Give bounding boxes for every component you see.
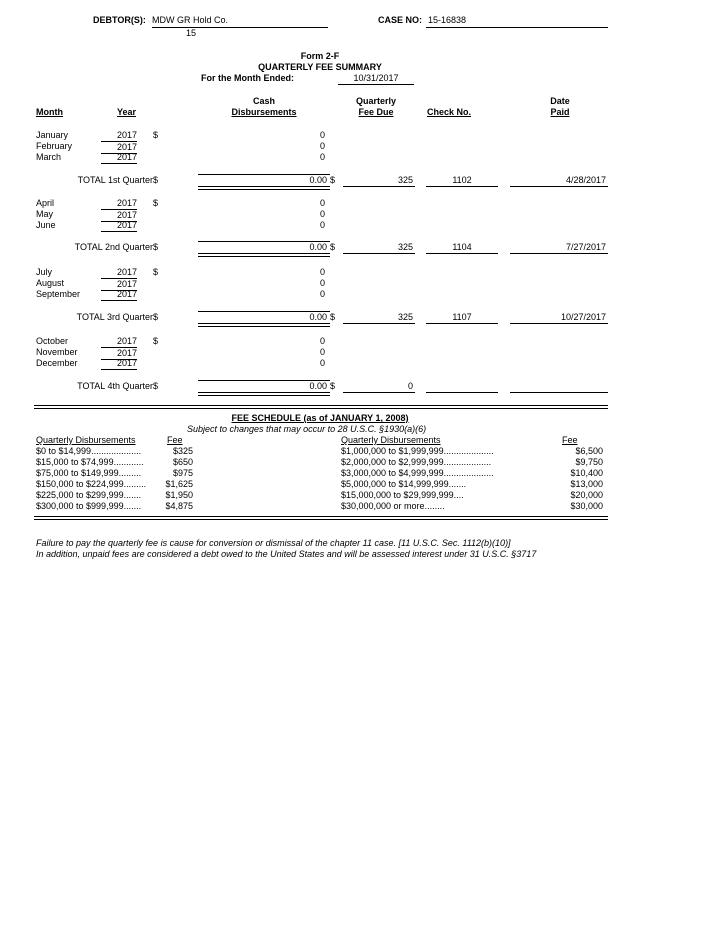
debtor-name: MDW GR Hold Co. bbox=[152, 15, 229, 25]
range-text: $300,000 to $999,999 bbox=[36, 501, 124, 511]
fee-row-range bbox=[341, 446, 494, 457]
range-text: $0 to $14,999 bbox=[36, 446, 92, 456]
currency-sign: $ bbox=[330, 381, 336, 391]
debtor-underline bbox=[152, 27, 328, 28]
range-text: $2,000,000 to $2,999,999 bbox=[341, 457, 444, 467]
month-name: January bbox=[36, 130, 69, 140]
cash-amount: 0 bbox=[319, 278, 325, 288]
fee-row-range bbox=[341, 501, 445, 512]
quarter-total-label: TOTAL 3rd Quarter bbox=[76, 312, 153, 322]
col-date-2: Paid bbox=[550, 107, 570, 117]
date-paid: 7/27/2017 bbox=[565, 242, 606, 252]
leader-dots: ................... bbox=[443, 457, 492, 467]
check-number: 1102 bbox=[452, 175, 472, 185]
currency-sign: $ bbox=[153, 381, 159, 391]
col-cash-2: Disbursements bbox=[231, 107, 297, 117]
leader-dots: ....... bbox=[123, 490, 142, 500]
range-text: $1,000,000 to $1,999,999 bbox=[341, 446, 444, 456]
fee-row-range bbox=[341, 479, 466, 490]
case-underline bbox=[426, 27, 608, 28]
leader-dots: .................... bbox=[91, 446, 142, 456]
col-cash-1: Cash bbox=[252, 96, 275, 106]
month-year: 2017 bbox=[101, 347, 137, 360]
total-double-underline bbox=[198, 323, 330, 327]
month-year: 2017 bbox=[116, 198, 137, 208]
currency-sign: $ bbox=[153, 130, 159, 140]
right-disb-header: Quarterly Disbursements bbox=[341, 435, 441, 445]
fee-row-range bbox=[36, 446, 141, 457]
fee-row-amount: $30,000 bbox=[570, 501, 603, 511]
check-underline bbox=[426, 323, 498, 324]
month-name: June bbox=[36, 220, 56, 230]
cash-amount: 0 bbox=[319, 347, 325, 357]
fee-row-range bbox=[36, 468, 141, 479]
case-label: CASE NO: bbox=[378, 15, 423, 25]
date-paid: 4/28/2017 bbox=[565, 175, 606, 185]
date-underline bbox=[510, 323, 608, 324]
month-year: 2017 bbox=[101, 358, 137, 370]
month-year: 2017 bbox=[116, 130, 137, 140]
fee-row-amount: $6,500 bbox=[575, 446, 603, 456]
month-year: 2017 bbox=[101, 278, 137, 291]
range-text: $150,000 to $224,999 bbox=[36, 479, 124, 489]
fee-schedule-title: FEE SCHEDULE (as of JANUARY 1, 2008) bbox=[231, 413, 409, 423]
fee-schedule-top-rule bbox=[34, 405, 608, 409]
month-year: 2017 bbox=[116, 336, 137, 346]
month-name: July bbox=[36, 267, 53, 277]
right-fee-header: Fee bbox=[562, 435, 578, 445]
leader-dots: ....... bbox=[448, 479, 467, 489]
fee-due: 0 bbox=[407, 381, 413, 391]
month-name: May bbox=[36, 209, 54, 219]
total-double-underline bbox=[198, 392, 330, 396]
check-underline bbox=[426, 186, 498, 187]
cash-amount: 0 bbox=[319, 198, 325, 208]
fee-row-range bbox=[341, 468, 494, 479]
leader-dots: .... bbox=[453, 490, 464, 500]
col-fee-2: Fee Due bbox=[358, 107, 394, 117]
fee-row-range bbox=[36, 457, 144, 468]
month-name: November bbox=[36, 347, 78, 357]
currency-sign: $ bbox=[330, 175, 336, 185]
leader-dots: ....... bbox=[123, 501, 142, 511]
check-underline bbox=[426, 253, 498, 254]
month-name: December bbox=[36, 358, 78, 368]
leader-dots: ............ bbox=[113, 457, 144, 467]
fee-row-amount: $325 bbox=[172, 446, 193, 456]
range-text: $5,000,000 to $14,999,999 bbox=[341, 479, 449, 489]
range-text: $15,000,000 to $29,999,999 bbox=[341, 490, 454, 500]
fee-row-range bbox=[341, 490, 464, 501]
currency-sign: $ bbox=[330, 312, 336, 322]
cash-amount: 0 bbox=[319, 209, 325, 219]
month-ended-label: For the Month Ended: bbox=[201, 73, 294, 83]
fee-row-range bbox=[36, 501, 141, 512]
currency-sign: $ bbox=[153, 242, 159, 252]
range-text: $30,000,000 or more bbox=[341, 501, 425, 511]
debtor-label: DEBTOR(S): bbox=[93, 15, 146, 25]
fee-row-range bbox=[36, 490, 141, 501]
date-underline bbox=[510, 392, 608, 393]
fee-row-range bbox=[36, 479, 146, 490]
cash-amount: 0 bbox=[319, 130, 325, 140]
leader-dots: ......... bbox=[118, 468, 142, 478]
total-double-underline bbox=[198, 186, 330, 190]
range-text: $15,000 to $74,999 bbox=[36, 457, 114, 467]
fee-row-amount: $4,875 bbox=[165, 501, 193, 511]
cash-amount: 0 bbox=[319, 358, 325, 368]
page-title: QUARTERLY FEE SUMMARY bbox=[258, 62, 382, 72]
col-month: Month bbox=[36, 107, 63, 117]
range-text: $225,000 to $299,999 bbox=[36, 490, 124, 500]
quarter-total-cash: 0.00 bbox=[309, 312, 327, 322]
quarter-total-label: TOTAL 2nd Quarter bbox=[74, 242, 153, 252]
cash-amount: 0 bbox=[319, 152, 325, 162]
debtor-sub: 15 bbox=[186, 28, 197, 38]
leader-dots: .................... bbox=[443, 468, 494, 478]
form-number: Form 2-F bbox=[300, 51, 340, 61]
month-name: September bbox=[36, 289, 81, 299]
fee-schedule-subtitle: Subject to changes that may occur to 28 U.S.C. §1930(a)(6) bbox=[187, 424, 427, 434]
fee-row-range bbox=[341, 457, 491, 468]
col-date-1: Date bbox=[550, 96, 570, 106]
footnote-line-2: In addition, unpaid fees are considered a debt owed to the United States and will be assessed interest under 31 U.S.C. §3717 bbox=[36, 549, 537, 559]
check-underline bbox=[426, 392, 498, 393]
month-name: February bbox=[36, 141, 73, 151]
month-year: 2017 bbox=[116, 267, 137, 277]
fee-row-amount: $9,750 bbox=[575, 457, 603, 467]
cash-amount: 0 bbox=[319, 220, 325, 230]
month-year: 2017 bbox=[101, 289, 137, 301]
month-ended-underline bbox=[338, 84, 414, 85]
fee-row-amount: $1,625 bbox=[165, 479, 193, 489]
fee-due-underline bbox=[343, 186, 415, 187]
cash-amount: 0 bbox=[319, 267, 325, 277]
fee-row-amount: $13,000 bbox=[570, 479, 603, 489]
footnote-line-1: Failure to pay the quarterly fee is cause for conversion or dismissal of the chapter 11 case. [11 U.S.C. Sec. 1112(b)(10)] bbox=[36, 538, 511, 548]
fee-due: 325 bbox=[397, 242, 413, 252]
currency-sign: $ bbox=[153, 175, 159, 185]
col-year: Year bbox=[117, 107, 137, 117]
currency-sign: $ bbox=[153, 312, 159, 322]
cash-amount: 0 bbox=[319, 336, 325, 346]
currency-sign: $ bbox=[330, 242, 336, 252]
month-ended-value: 10/31/2017 bbox=[353, 73, 399, 83]
currency-sign: $ bbox=[153, 267, 159, 277]
date-underline bbox=[510, 253, 608, 254]
month-name: August bbox=[36, 278, 65, 288]
month-name: October bbox=[36, 336, 69, 346]
currency-sign: $ bbox=[153, 336, 159, 346]
cash-amount: 0 bbox=[319, 289, 325, 299]
fee-due-underline bbox=[343, 323, 415, 324]
month-year: 2017 bbox=[101, 209, 137, 222]
quarter-total-cash: 0.00 bbox=[309, 381, 327, 391]
month-year: 2017 bbox=[101, 141, 137, 154]
month-name: April bbox=[36, 198, 55, 208]
fee-row-amount: $650 bbox=[172, 457, 193, 467]
date-underline bbox=[510, 186, 608, 187]
month-name: March bbox=[36, 152, 62, 162]
fee-schedule-bottom-rule bbox=[34, 516, 608, 520]
leader-dots: .................... bbox=[443, 446, 494, 456]
quarter-total-cash: 0.00 bbox=[309, 242, 327, 252]
check-number: 1104 bbox=[452, 242, 472, 252]
fee-row-amount: $20,000 bbox=[570, 490, 603, 500]
quarter-total-label: TOTAL 4th Quarter bbox=[77, 381, 153, 391]
total-double-underline bbox=[198, 253, 330, 257]
fee-row-amount: $975 bbox=[172, 468, 193, 478]
cash-amount: 0 bbox=[319, 141, 325, 151]
left-fee-header: Fee bbox=[167, 435, 183, 445]
fee-row-amount: $1,950 bbox=[165, 490, 193, 500]
leader-dots: ........ bbox=[424, 501, 445, 511]
case-number: 15-16838 bbox=[428, 15, 467, 25]
left-disb-header: Quarterly Disbursements bbox=[36, 435, 136, 445]
range-text: $3,000,000 to $4,999,999 bbox=[341, 468, 444, 478]
fee-due-underline bbox=[343, 253, 415, 254]
quarter-total-label: TOTAL 1st Quarter bbox=[77, 175, 153, 185]
leader-dots: ......... bbox=[123, 479, 147, 489]
fee-due-underline bbox=[343, 392, 415, 393]
col-fee-1: Quarterly bbox=[355, 96, 397, 106]
fee-due: 325 bbox=[397, 175, 413, 185]
check-number: 1107 bbox=[452, 312, 472, 322]
date-paid: 10/27/2017 bbox=[560, 312, 606, 322]
range-text: $75,000 to $149,999 bbox=[36, 468, 119, 478]
fee-row-amount: $10,400 bbox=[570, 468, 603, 478]
fee-due: 325 bbox=[397, 312, 413, 322]
month-year: 2017 bbox=[101, 152, 137, 164]
col-check: Check No. bbox=[427, 107, 472, 117]
quarter-total-cash: 0.00 bbox=[309, 175, 327, 185]
currency-sign: $ bbox=[153, 198, 159, 208]
month-year: 2017 bbox=[101, 220, 137, 232]
